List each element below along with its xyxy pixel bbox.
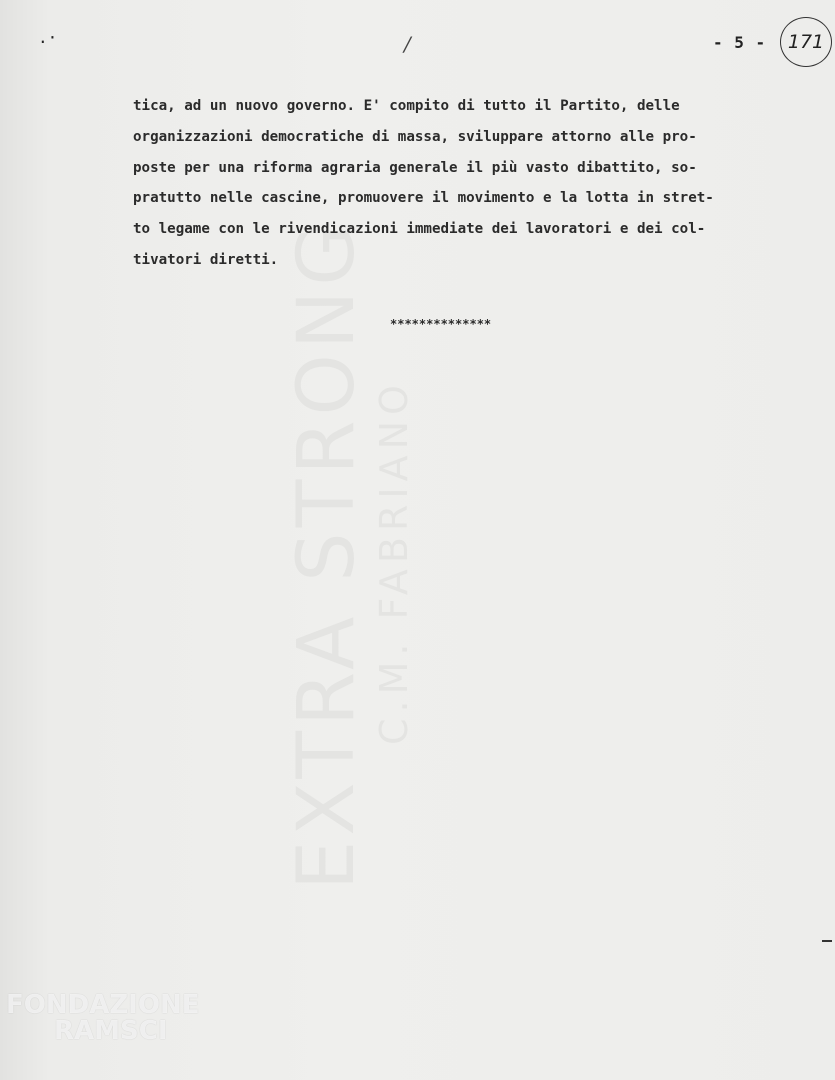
separator-asterisks: ************** <box>390 317 492 331</box>
page-number: - 5 - <box>713 33 767 52</box>
watermark-sub <box>372 379 416 745</box>
text-line: pratutto nelle cascine, promuovere il movimento e la lotta in stret- <box>133 190 714 207</box>
pencil-mark: / <box>404 32 411 56</box>
fondazione-gramsci-logo <box>6 990 199 1046</box>
edge-mark <box>822 940 832 942</box>
text-line: organizzazioni democratiche di massa, sviluppare attorno alle pro- <box>133 128 697 145</box>
logo-line-1: FONDAZIONE <box>6 990 200 1020</box>
text-line: to legame con le rivendicazioni immediate dei lavoratori e dei col- <box>133 221 706 238</box>
text-line: tivatori diretti. <box>133 251 279 268</box>
archive-number-stamp: 171 <box>780 17 832 67</box>
text-line: tica, ad un nuovo governo. E' compito di tutto il Partito, delle <box>133 98 680 114</box>
watermark-main <box>282 220 372 890</box>
body-text <box>133 91 793 276</box>
text-line: poste per una riforma agraria generale il più vasto dibattito, so- <box>133 159 697 176</box>
logo-line-2: RAMSCI <box>54 1016 168 1046</box>
margin-mark: .· <box>38 28 58 47</box>
